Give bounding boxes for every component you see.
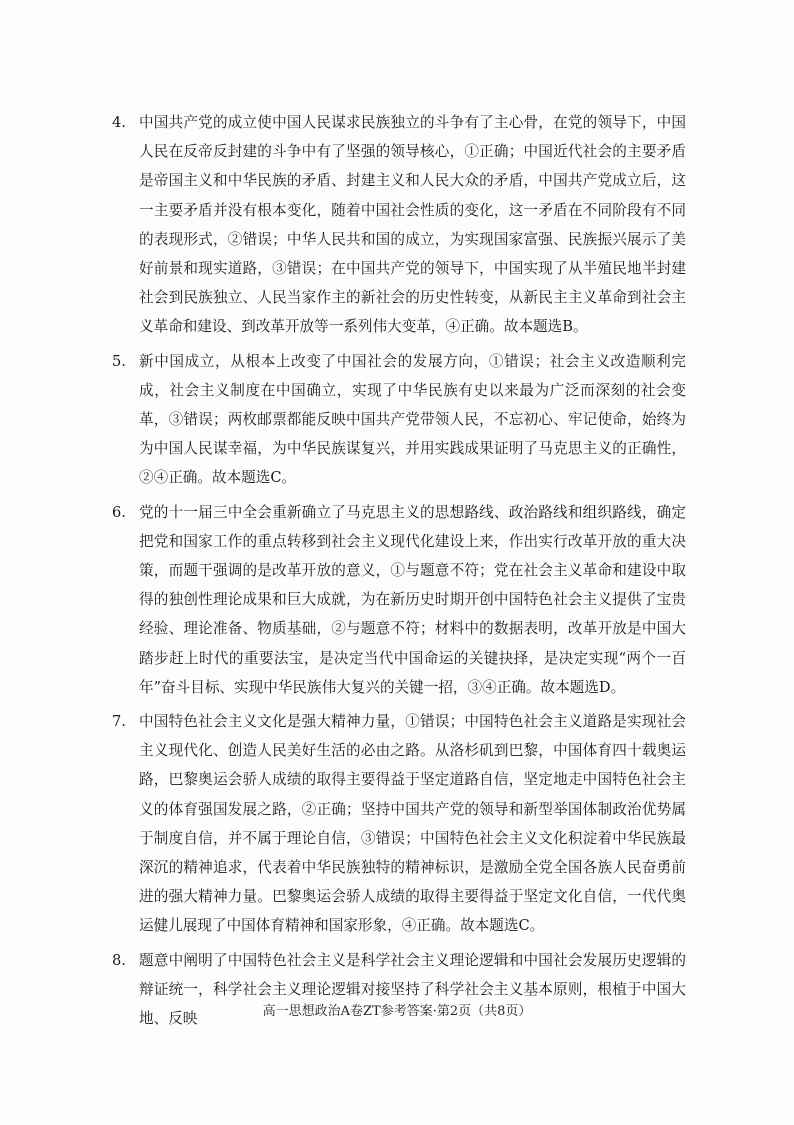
answer-text: 中国特色社会主义文化是强大精神力量，①错误；中国特色社会主义道路是实现社会主义现代化、创造人民美好生活的必由之路。从洛杉矶到巴黎，中国体育四十载奥运路，巴黎奥运会骄人成绩的取得主要得益于坚定道路自信，坚定地走中国特色社会主义的体育强国发展之路，②正确；坚持中国共产党的领导和新型举国体制政治优势属于制度自信，并不属于理论自信，③错误；中国特色社会主义文化积淀着中华民族最深沉的精神追求，代表着中华民族独特的精神标识，是激励全党全国各族人民奋勇前进的强大精神力量。巴黎奥运会骄人成绩的取得主要得益于坚定文化自信，一代代奥运健儿展现了中国体育精神和国家形象，④正确。故本题选C。 — [139, 713, 686, 935]
answer-text: 新中国成立，从根本上改变了中国社会的发展方向，①错误；社会主义改造顺利完成，社会主义制度在中国确立，实现了中华民族有史以来最为广泛而深刻的社会变革，③错误；两枚邮票都能反映中国共产党带领人民，不忘初心、牢记使命，始终为为中国人民谋幸福，为中华民族谋复兴，并用实践成果证明了马克思主义的正确性，②④正确。故本题选C。 — [139, 352, 686, 487]
answer-item-8 — [112, 946, 686, 1034]
answer-item-4 — [112, 108, 686, 342]
question-number: 6. — [112, 503, 126, 521]
answer-text: 党的十一届三中全会重新确立了马克思主义的思想路线、政治路线和组织路线，确定把党和国家工作的重点转移到社会主义现代化建设上来，作出实行改革开放的重大决策，而题干强调的是改革开放的意义，①与题意不符；党在社会主义革命和建设中取得的独创性理论成果和巨大成就，为在新历史时期开创中国特色社会主义提供了宝贵经验、理论准备、物质基础，②与题意不符；材料中的数据表明，改革开放是中国大踏步赶上时代的重要法宝，是决定当代中国命运的关键抉择，是决定实现“两个一百年”奋斗目标、实现中华民族伟大复兴的关键一招，③④正确。故本题选D。 — [139, 503, 686, 696]
page-footer: 高一思想政治A卷ZT参考答案·第2页（共8页） — [262, 1004, 532, 1019]
answer-item-5 — [112, 347, 686, 493]
question-number: 7. — [112, 713, 126, 731]
answer-list — [112, 108, 686, 1038]
answer-text: 题意中阐明了中国特色社会主义是科学社会主义理论逻辑和中国社会发展历史逻辑的辩证统一，科学社会主义理论逻辑对接坚持了科学社会主义基本原则，根植于中国大地、反映 — [139, 951, 686, 1028]
question-number: 4. — [112, 114, 126, 131]
answer-text: 中国共产党的成立使中国人民谋求民族独立的斗争有了主心骨，在党的领导下，中国人民在反帝反封建的斗争中有了坚强的领导核心，①正确；中国近代社会的主要矛盾是帝国主义和中华民族的矛盾、封建主义和人民大众的矛盾，中国共产党成立后，这一主要矛盾并没有根本变化，随着中国社会性质的变化，这一矛盾在不同阶段有不同的表现形式，②错误；中华人民共和国的成立，为实现国家富强、民族振兴展示了美好前景和现实道路，③错误；在中国共产党的领导下，中国实现了从半殖民地半封建社会到民族独立、人民当家作主的新社会的历史性转变，从新民主主义革命到社会主义革命和建设、到改革开放等一系列伟大变革，④正确。故本题选B。 — [139, 114, 686, 336]
question-number: 5. — [112, 352, 126, 370]
answer-item-6 — [112, 498, 686, 702]
answer-item-7 — [112, 707, 686, 941]
question-number: 8. — [112, 951, 126, 969]
